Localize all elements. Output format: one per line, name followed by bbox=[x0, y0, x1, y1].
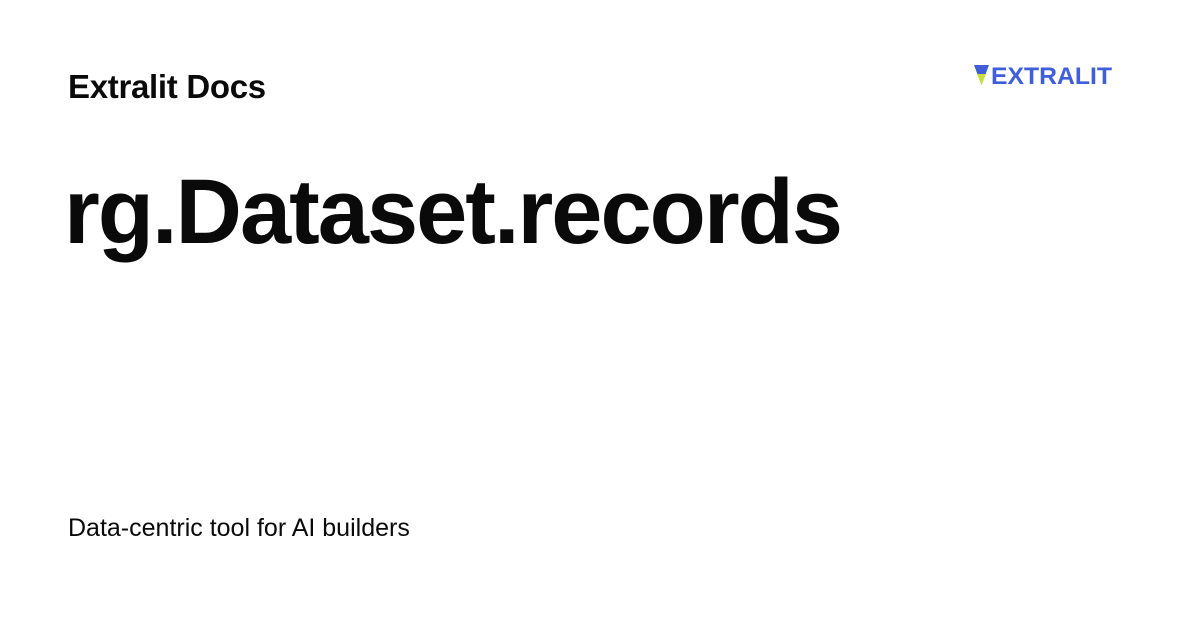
funnel-triangle-icon bbox=[974, 65, 989, 85]
site-name: Extralit Docs bbox=[68, 68, 266, 105]
logo-wordmark: EXTRALIT bbox=[991, 63, 1113, 87]
extralit-logo bbox=[974, 61, 1114, 87]
page-title: rg.Dataset.records bbox=[64, 161, 841, 263]
tagline: Data-centric tool for AI builders bbox=[68, 514, 410, 542]
